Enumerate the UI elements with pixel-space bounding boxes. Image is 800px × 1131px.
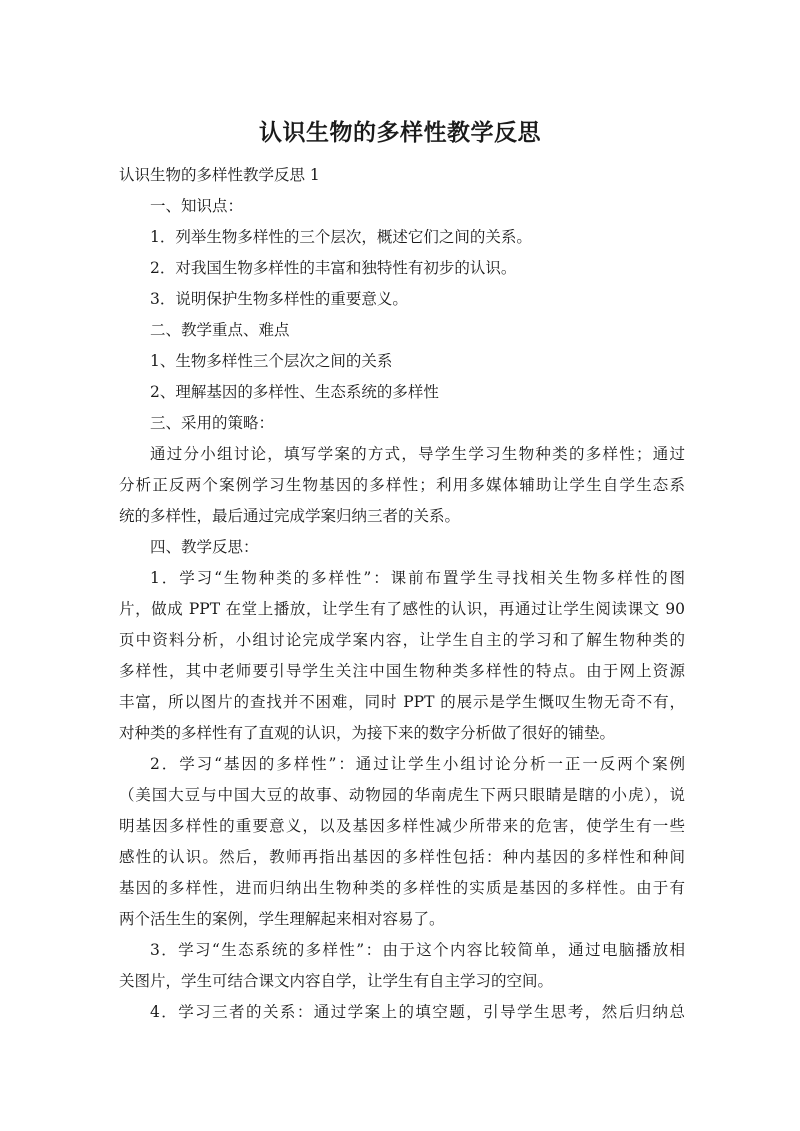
paragraph-line: 明基因多样性的重要意义，以及基因多样性减少所带来的危害，使学生有一些	[119, 817, 685, 835]
paragraph-line: 对种类的多样性有了直观的认识，为接下来的数字分析做了很好的铺垫。	[119, 724, 616, 742]
list-item: 3．说明保护生物多样性的重要意义。	[150, 290, 408, 308]
paragraph-line: 2．学习“基因的多样性”：通过让学生小组讨论分析一正一反两个案例	[150, 755, 685, 773]
paragraph-line: （美国大豆与中国大豆的故事、动物园的华南虎生下两只眼睛是瞎的小虎），说	[119, 786, 685, 804]
list-item: 1、生物多样性三个层次之间的关系	[150, 352, 393, 370]
paragraph-line: 分析正反两个案例学习生物基因的多样性；利用多媒体辅助让学生自学生态系	[119, 476, 685, 494]
subheading: 三、采用的策略：	[150, 414, 275, 432]
paragraph-line: 两个活生生的案例，学生理解起来相对容易了。	[119, 910, 445, 928]
paragraph-line: 1．学习“生物种类的多样性”：课前布置学生寻找相关生物多样性的图	[150, 569, 685, 587]
section-heading: 认识生物的多样性教学反思 1	[119, 166, 320, 184]
document-title: 认识生物的多样性教学反思	[259, 120, 541, 146]
paragraph-line: 页中资料分析，小组讨论完成学案内容，让学生自主的学习和了解生物种类的	[119, 631, 685, 649]
list-item: 2、理解基因的多样性、生态系统的多样性	[150, 383, 439, 401]
paragraph-line: 3．学习“生态系统的多样性”：由于这个内容比较简单，通过电脑播放相	[150, 941, 685, 959]
paragraph-line: 感性的认识。然后，教师再指出基因的多样性包括：种内基因的多样性和种间	[119, 848, 685, 866]
paragraph-line: 基因的多样性，进而归纳出生物种类的多样性的实质是基因的多样性。由于有	[119, 879, 685, 897]
document-body	[119, 160, 685, 1028]
paragraph-line: 关图片，学生可结合课文内容自学，让学生有自主学习的空间。	[119, 972, 554, 990]
subheading: 二、教学重点、难点	[150, 321, 290, 339]
paragraph-line: 统的多样性，最后通过完成学案归纳三者的关系。	[119, 507, 461, 525]
subheading: 四、教学反思：	[150, 538, 259, 556]
list-item: 2．对我国生物多样性的丰富和独特性有初步的认识。	[150, 259, 517, 277]
subheading: 一、知识点：	[150, 197, 244, 215]
list-item: 1．列举生物多样性的三个层次，概述它们之间的关系。	[150, 228, 532, 246]
paragraph-line: 4．学习三者的关系：通过学案上的填空题，引导学生思考，然后归纳总	[150, 1003, 685, 1021]
paragraph-line: 片，做成 PPT 在堂上播放，让学生有了感性的认识，再通过让学生阅读课文 90	[119, 600, 685, 618]
paragraph-line: 丰富，所以图片的查找并不困难，同时 PPT 的展示是学生慨叹生物无奇不有，	[119, 693, 685, 711]
paragraph-line: 多样性，其中老师要引导学生关注中国生物种类多样性的特点。由于网上资源	[119, 662, 685, 680]
paragraph-line: 通过分小组讨论，填写学案的方式，导学生学习生物种类的多样性；通过	[150, 445, 685, 463]
